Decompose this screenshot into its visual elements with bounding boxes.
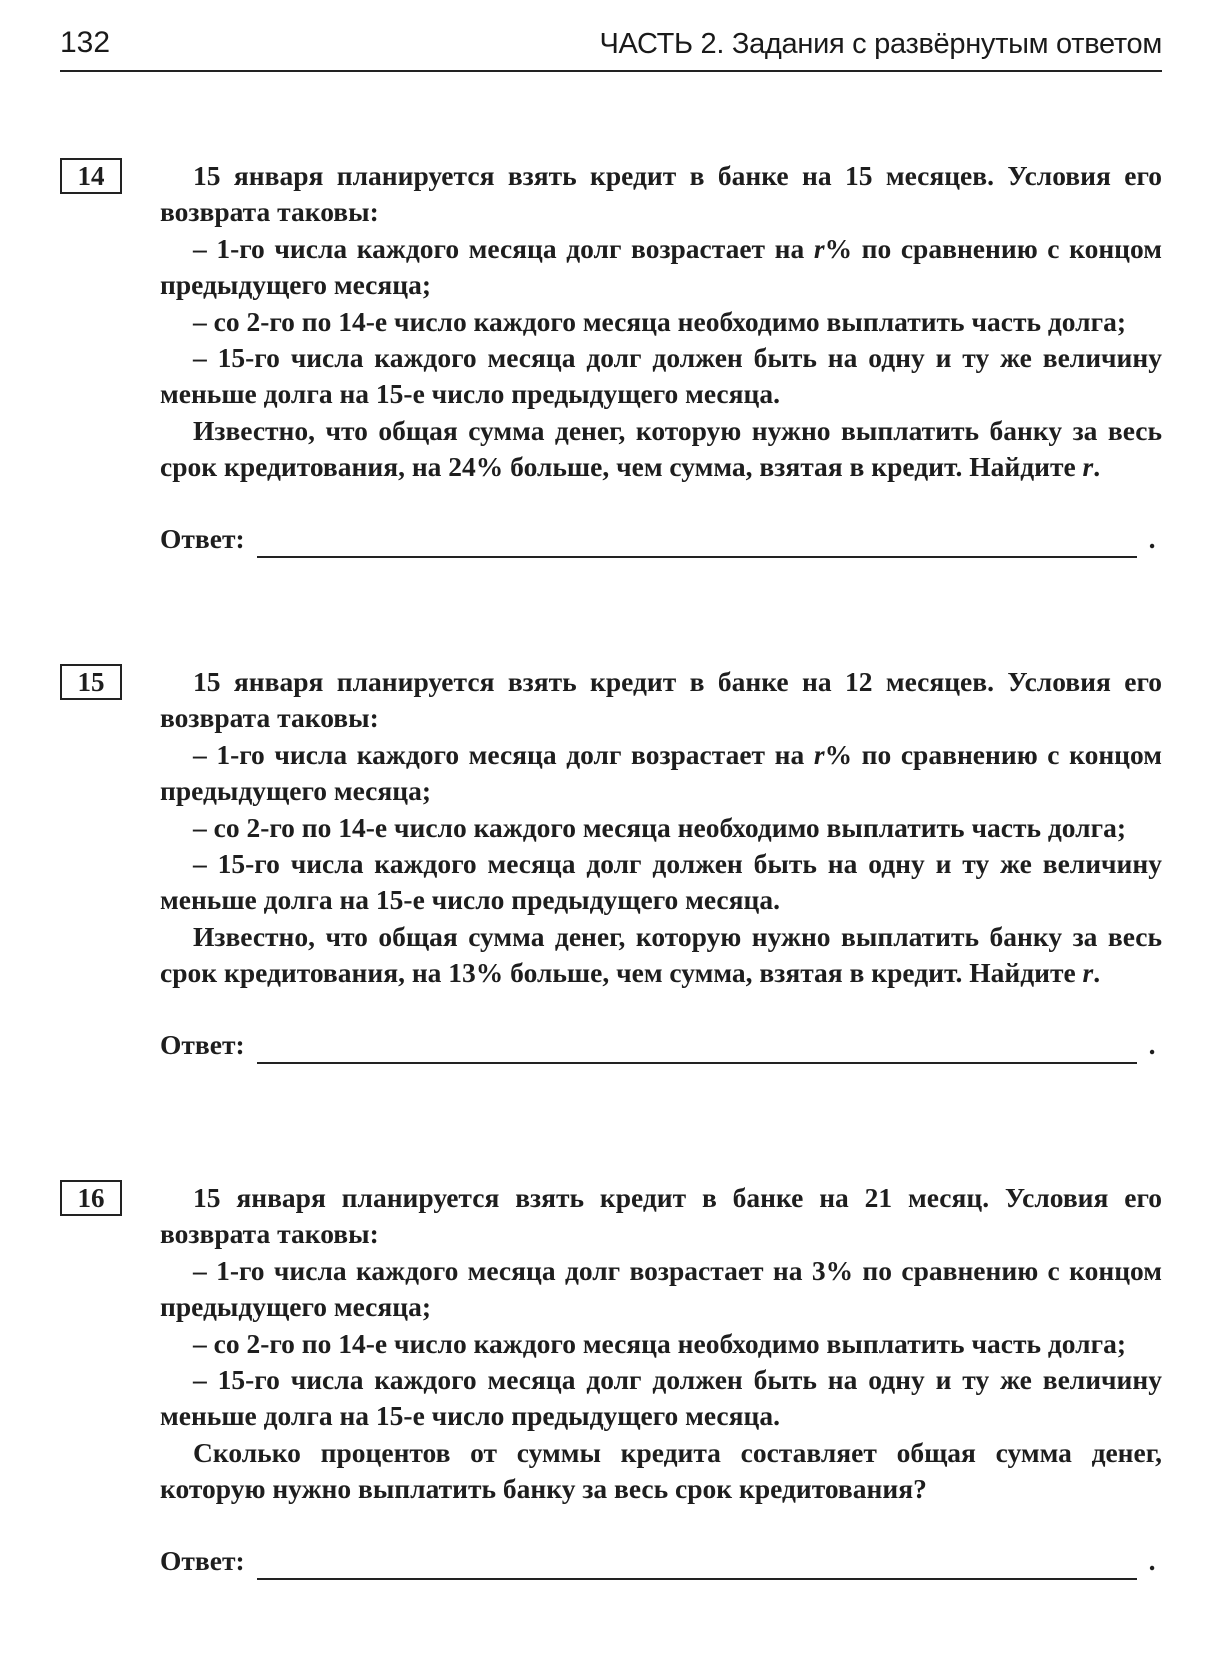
task-body	[160, 664, 1162, 1064]
condition-2: – со 2-го по 14-е число каждого месяца необходимо выплатить часть долга;	[193, 1327, 1126, 1359]
task-16	[60, 1180, 1162, 1580]
task-body	[160, 158, 1162, 558]
task-question: Известно, что общая сумма денег, которую нужно выплатить банку за весь срок кредитования, на 13% больше, чем сумма, взятая в кредит. Найдите r.	[160, 920, 1162, 989]
condition-1: – 1-го числа каждого месяца долг возрастает на r% по сравнению с концом предыдущего месяца;	[160, 738, 1162, 807]
page-header	[60, 18, 1162, 72]
answer-row	[160, 1544, 1162, 1580]
task-question: Известно, что общая сумма денег, которую нужно выплатить банку за весь срок кредитования, на 24% больше, чем сумма, взятая в кредит. Найдите r.	[160, 414, 1162, 483]
condition-2: – со 2-го по 14-е число каждого месяца необходимо выплатить часть долга;	[193, 811, 1126, 843]
task-number-box: 15	[60, 664, 122, 700]
task-number-box: 16	[60, 1180, 122, 1216]
task-number-box: 14	[60, 158, 122, 194]
condition-1: – 1-го числа каждого месяца долг возрастает на r% по сравнению с концом предыдущего месяца;	[160, 232, 1162, 301]
answer-label: Ответ:	[160, 523, 245, 555]
answer-label: Ответ:	[160, 1545, 245, 1577]
answer-period: .	[1148, 523, 1156, 555]
answer-period: .	[1148, 1545, 1156, 1577]
condition-3: – 15-го числа каждого месяца долг должен быть на одну и ту же величину меньше долга на 15-е число предыдущего месяца.	[160, 848, 1162, 916]
running-head: ЧАСТЬ 2. Задания с развёрнутым ответом	[599, 28, 1162, 60]
task-intro: 15 января планируется взять кредит в банке на 12 месяцев. Условия его возврата таковы:	[160, 666, 1162, 734]
task-14	[60, 158, 1162, 558]
answer-period: .	[1148, 1029, 1156, 1061]
task-intro: 15 января планируется взять кредит в банке на 15 месяцев. Условия его возврата таковы:	[160, 160, 1162, 228]
answer-row	[160, 1028, 1162, 1064]
task-intro: 15 января планируется взять кредит в банке на 21 месяц. Условия его возврата таковы:	[160, 1182, 1162, 1250]
answer-field[interactable]	[257, 1552, 1137, 1580]
task-question: Сколько процентов от суммы кредита составляет общая сумма денег, которую нужно выплатить банку за весь срок кредитования?	[160, 1436, 1162, 1505]
answer-field[interactable]	[257, 1036, 1137, 1064]
task-body	[160, 1180, 1162, 1580]
answer-field[interactable]	[257, 530, 1137, 558]
condition-3: – 15-го числа каждого месяца долг должен быть на одну и ту же величину меньше долга на 15-е число предыдущего месяца.	[160, 1364, 1162, 1432]
task-15	[60, 664, 1162, 1064]
answer-label: Ответ:	[160, 1029, 245, 1061]
condition-3: – 15-го числа каждого месяца долг должен быть на одну и ту же величину меньше долга на 15-е число предыдущего месяца.	[160, 342, 1162, 410]
page-number: 132	[60, 26, 111, 59]
condition-2: – со 2-го по 14-е число каждого месяца необходимо выплатить часть долга;	[193, 305, 1126, 337]
condition-1: – 1-го числа каждого месяца долг возрастает на 3% по сравнению с концом предыдущего месяца;	[160, 1254, 1162, 1323]
answer-row	[160, 522, 1162, 558]
